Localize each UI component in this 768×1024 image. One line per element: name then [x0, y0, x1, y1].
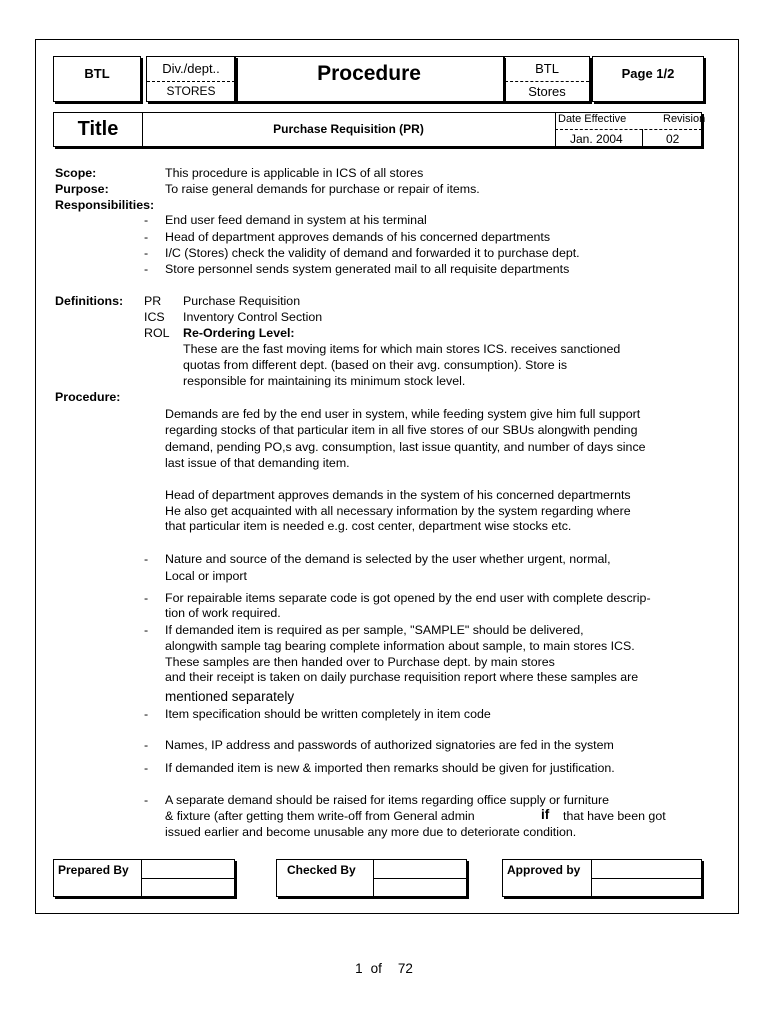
header-page-number: Page 1/2 — [592, 56, 704, 102]
bullet-dash: - — [144, 623, 149, 637]
approved-by-label: Approved by — [503, 860, 592, 896]
prepared-by-block — [53, 859, 235, 897]
page-footer — [0, 961, 768, 976]
procedure-bullet-line: For repairable items separate code is got opened by the end user with complete descrip- — [165, 591, 651, 605]
division-value: STORES — [147, 81, 235, 98]
signature-divider — [591, 878, 701, 879]
bullet-dash: - — [144, 230, 149, 244]
rol-detail-line: responsible for maintaining its minimum stock level. — [183, 374, 466, 388]
procedure-para1-line: Demands are fed by the end user in system, while feeding system give him full support — [165, 407, 641, 421]
bullet-dash: - — [144, 793, 149, 807]
definition-meaning: Purchase Requisition — [183, 294, 301, 308]
procedure-para2-line: that particular item is needed e.g. cost center, department wise stocks etc. — [165, 519, 572, 533]
signature-divider — [373, 878, 466, 879]
rol-detail-line: These are the fast moving items for which main stores ICS. receives sanctioned — [183, 342, 621, 356]
purpose-text: To raise general demands for purchase or repair of items. — [165, 182, 480, 196]
procedure-bullet-line: If demanded item is required as per sample, "SAMPLE" should be delivered, — [165, 623, 584, 637]
procedure-bullet-line: mentioned separately — [165, 689, 295, 704]
bullet-dash: - — [144, 262, 149, 276]
responsibility-item: Head of department approves demands of his concerned departments — [165, 230, 551, 244]
date-effective-label: Date Effective — [558, 113, 627, 125]
bullet-dash: - — [144, 246, 149, 260]
footer-total-pages: 72 — [397, 961, 413, 976]
procedure-bullet-line: Nature and source of the demand is selected by the user whether urgent, normal, — [165, 552, 611, 566]
document-title: Purchase Requisition (PR) — [142, 113, 556, 146]
procedure-bullet-line: that have been got — [563, 809, 666, 823]
footer-page-number: 1 — [355, 961, 363, 976]
rol-detail-line: quotas from different dept. (based on their avg. consumption). Store is — [183, 358, 568, 372]
header-company: BTL — [53, 56, 141, 102]
division-label: Div./dept.. — [162, 61, 220, 76]
header-doc-type: Procedure — [234, 56, 504, 102]
procedure-para1-line: last issue of that demanding item. — [165, 456, 350, 470]
definitions-label: Definitions: — [55, 294, 124, 308]
procedure-para1-line: regarding stocks of that particular item in all five stores of our SBUs alongwith pending — [165, 423, 638, 437]
procedure-label: Procedure: — [55, 390, 121, 404]
header-division — [146, 56, 236, 102]
procedure-bullet-line: alongwith sample tag bearing complete information about sample, to main stores ICS. — [165, 639, 635, 653]
revision-label: Revision — [663, 113, 706, 125]
date-effective-value: Jan. 2004 — [570, 132, 623, 146]
definition-meaning: Inventory Control Section — [183, 310, 323, 324]
checked-by-block — [276, 859, 467, 897]
procedure-para1-line: demand, pending PO,s avg. consumption, last issue quantity, and number of days since — [165, 440, 646, 454]
footer-of: of — [370, 961, 382, 976]
procedure-bullet-line: & fixture (after getting them write-off from General admin — [165, 809, 475, 823]
header-unit — [504, 56, 590, 102]
meta-divider — [555, 129, 702, 130]
procedure-bullet-line: Local or import — [165, 569, 247, 583]
signature-divider — [141, 878, 234, 879]
bullet-dash: - — [144, 552, 149, 566]
procedure-bullet-line: These samples are then handed over to Purchase dept. by main stores — [165, 655, 555, 669]
approved-by-block — [502, 859, 702, 897]
procedure-bullet-line: A separate demand should be raised for items regarding office supply or furniture — [165, 793, 610, 807]
definition-abbr: ICS — [144, 310, 165, 324]
bullet-dash: - — [144, 738, 149, 752]
purpose-label: Purpose: — [55, 182, 109, 196]
procedure-bullet-line: issued earlier and become unusable any more due to deteriorate condition. — [165, 825, 577, 839]
responsibilities-label: Responsibilities: — [55, 198, 155, 212]
meta-vertical-divider — [642, 129, 643, 146]
procedure-para2-line: He also get acquainted with all necessary information by the system regarding where — [165, 504, 631, 518]
procedure-bullet-line: Names, IP address and passwords of authorized signatories are fed in the system — [165, 738, 614, 752]
responsibility-item: End user feed demand in system at his terminal — [165, 213, 427, 227]
title-label: Title — [54, 113, 143, 146]
unit-value: Stores — [505, 81, 589, 99]
bullet-dash: - — [144, 591, 149, 605]
title-block — [53, 112, 706, 147]
scope-text: This procedure is applicable in ICS of all stores — [165, 166, 424, 180]
responsibility-item: Store personnel sends system generated mail to all requisite departments — [165, 262, 570, 276]
procedure-bullet-line: and their receipt is taken on daily purchase requisition report where these samples are — [165, 670, 639, 684]
procedure-bullet-line: Item specification should be written completely in item code — [165, 707, 491, 721]
bullet-dash: - — [144, 213, 149, 227]
definition-abbr: PR — [144, 294, 162, 308]
procedure-bullet-line: If demanded item is new & imported then remarks should be given for justification. — [165, 761, 615, 775]
definition-abbr: ROL — [144, 326, 170, 340]
checked-by-label: Checked By — [277, 860, 374, 896]
prepared-by-label: Prepared By — [54, 860, 142, 896]
procedure-bullet-line: tion of work required. — [165, 606, 281, 620]
bullet-dash: - — [144, 707, 149, 721]
scope-label: Scope: — [55, 166, 97, 180]
revision-value: 02 — [666, 132, 680, 146]
definition-meaning: Re-Ordering Level: — [183, 326, 295, 340]
responsibility-item: I/C (Stores) check the validity of demand and forwarded it to purchase dept. — [165, 246, 580, 260]
title-meta — [555, 113, 706, 146]
unit-label: BTL — [535, 61, 559, 76]
bullet-dash: - — [144, 761, 149, 775]
procedure-para2-line: Head of department approves demands in the system of his concerned departmernts — [165, 488, 631, 502]
emphasis-if: if — [541, 807, 550, 822]
